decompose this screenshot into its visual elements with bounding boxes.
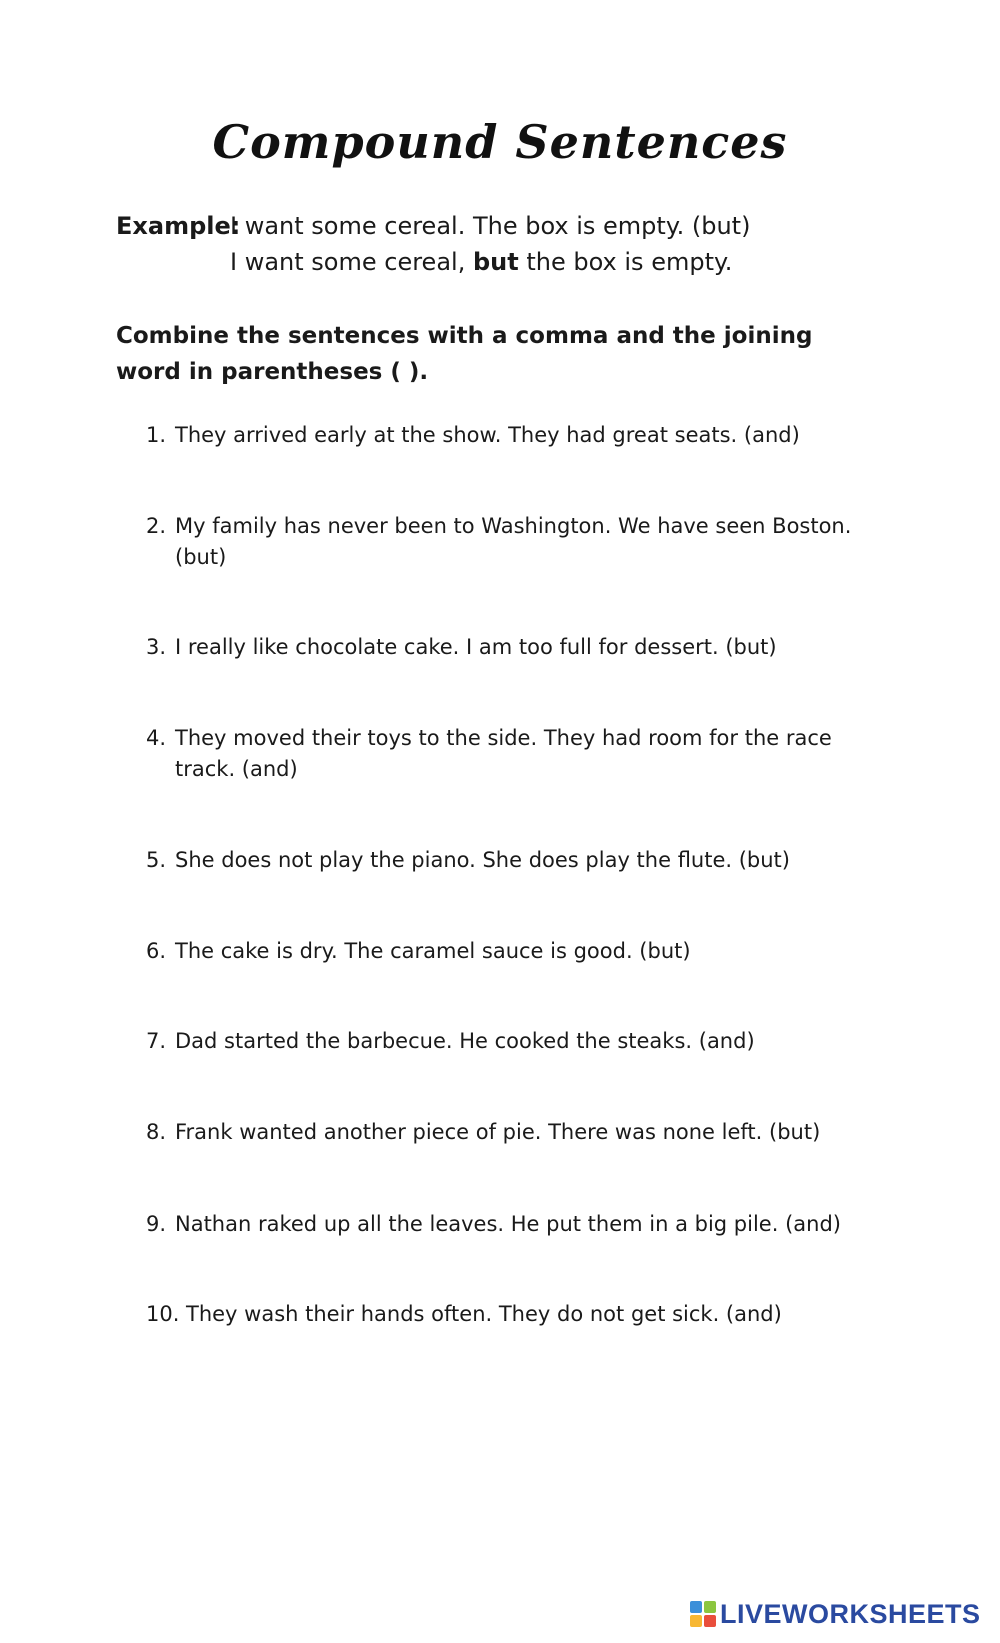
exercise-item [146, 420, 866, 451]
liveworksheets-logo-icon [690, 1601, 716, 1627]
item-text: They moved their toys to the side. They had room for the race track. (and) [175, 726, 832, 781]
item-number: 4. [146, 726, 167, 750]
item-number: 5. [146, 848, 167, 872]
example-block [116, 208, 750, 280]
item-number: 3. [146, 635, 167, 659]
exercise-item [146, 1209, 866, 1240]
item-text: I really like chocolate cake. I am too full for dessert. (but) [175, 635, 777, 659]
item-text: She does not play the piano. She does play the flute. (but) [175, 848, 790, 872]
example-combined-before: I want some cereal, [230, 248, 466, 276]
item-text: Frank wanted another piece of pie. There was none left. (but) [175, 1120, 821, 1144]
exercise-item [146, 632, 866, 663]
example-original: I want some cereal. The box is empty. (but) [230, 212, 751, 240]
exercise-item [146, 845, 866, 876]
exercise-item [146, 1117, 866, 1148]
example-line-2 [116, 244, 750, 280]
item-text: They wash their hands often. They do not get sick. (and) [186, 1302, 782, 1326]
item-number: 1. [146, 423, 167, 447]
item-number: 2. [146, 514, 167, 538]
logo-square [690, 1615, 702, 1627]
logo-square [704, 1601, 716, 1613]
exercise-item [146, 1026, 866, 1057]
page-title: Compound Sentences [212, 115, 788, 169]
item-number: 6. [146, 939, 167, 963]
example-combined-after: the box is empty. [526, 248, 733, 276]
exercise-item [146, 936, 866, 967]
exercise-item [146, 1299, 866, 1330]
item-text: My family has never been to Washington. We have seen Boston. (but) [175, 514, 852, 569]
item-text: Nathan raked up all the leaves. He put them in a big pile. (and) [175, 1212, 841, 1236]
logo-square [704, 1615, 716, 1627]
liveworksheets-brand [690, 1597, 981, 1631]
instructions: Combine the sentences with a comma and the joining word in parentheses ( ). [116, 323, 813, 385]
brand-name: LIVEWORKSHEETS [720, 1598, 981, 1629]
item-number: 7. [146, 1029, 167, 1053]
exercise-item [146, 511, 866, 573]
exercise-item [146, 723, 866, 785]
logo-square [690, 1601, 702, 1613]
item-text: The cake is dry. The caramel sauce is good. (but) [175, 939, 691, 963]
example-conjunction: but [472, 248, 519, 276]
example-label: Example: [116, 212, 241, 240]
item-number: 9. [146, 1212, 167, 1236]
item-number: 10. [146, 1302, 180, 1326]
item-text: They arrived early at the show. They had great seats. (and) [175, 423, 800, 447]
example-line-1 [116, 208, 750, 244]
item-number: 8. [146, 1120, 167, 1144]
item-text: Dad started the barbecue. He cooked the steaks. (and) [175, 1029, 755, 1053]
